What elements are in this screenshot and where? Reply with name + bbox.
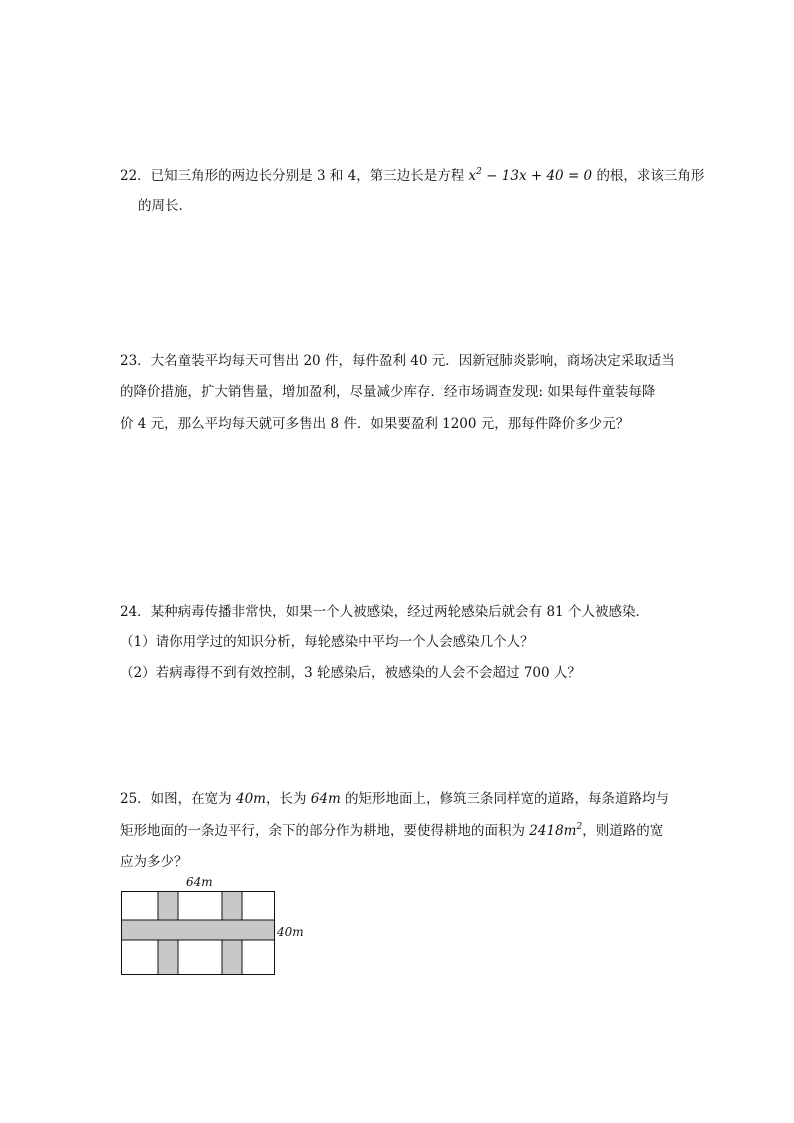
q25-length-value: 64m	[310, 791, 341, 807]
horizontal-road	[122, 920, 275, 940]
q25-area-value: $2418m^2$	[529, 822, 583, 839]
q25-width-value: 40m	[235, 791, 266, 807]
q22-equation: $x^2 - 13x + 40 = 0$	[468, 167, 593, 184]
q25-line-1: 25．如图，在宽为 40m，长为 64m 的矩形地面上，修筑三条同样宽的道路，每条道路均与	[120, 791, 670, 807]
q25-line-2: 矩形地面的一条边平行，余下的部分作为耕地，要使得耕地的面积为 $2418m^2$，则道路的宽	[120, 822, 664, 839]
diagram-top-label: 64m	[186, 875, 213, 889]
q24-line-1: 24．某种病毒传播非常快，如果一个人被感染，经过两轮感染后就会有 81 个人被感染．	[120, 604, 649, 620]
q23-line-3: 价 4 元，那么平均每天就可多售出 8 件．如果要盈利 1200 元，那每件降价多少元？	[120, 416, 630, 432]
q22-line-2: 的周长．	[138, 198, 192, 214]
q22-text-prefix: 22．已知三角形的两边长分别是 3 和 4，第三边长是方程	[120, 168, 465, 184]
q24-line-3: （2）若病毒得不到有效控制，3 轮感染后，被感染的人会不会超过 700 人？	[120, 665, 581, 681]
q22-text-suffix: 的根，求该三角形	[596, 168, 705, 184]
q22-line-1	[120, 166, 704, 186]
field-road-diagram	[121, 891, 275, 975]
q25-line-3: 应为多少？	[120, 854, 188, 870]
q23-line-2: 的降价措施，扩大销售量，增加盈利，尽量减少库存．经市场调查发现: 如果每件童装每降	[120, 384, 656, 400]
diagram-right-label: 40m	[277, 925, 304, 939]
q23-line-1: 23．大名童装平均每天可售出 20 件，每件盈利 40 元．因新冠肺炎影响，商场决定采取适当	[120, 353, 675, 369]
q24-line-2: （1）请你用学过的知识分析，每轮感染中平均一个人会感染几个人？	[120, 634, 534, 650]
